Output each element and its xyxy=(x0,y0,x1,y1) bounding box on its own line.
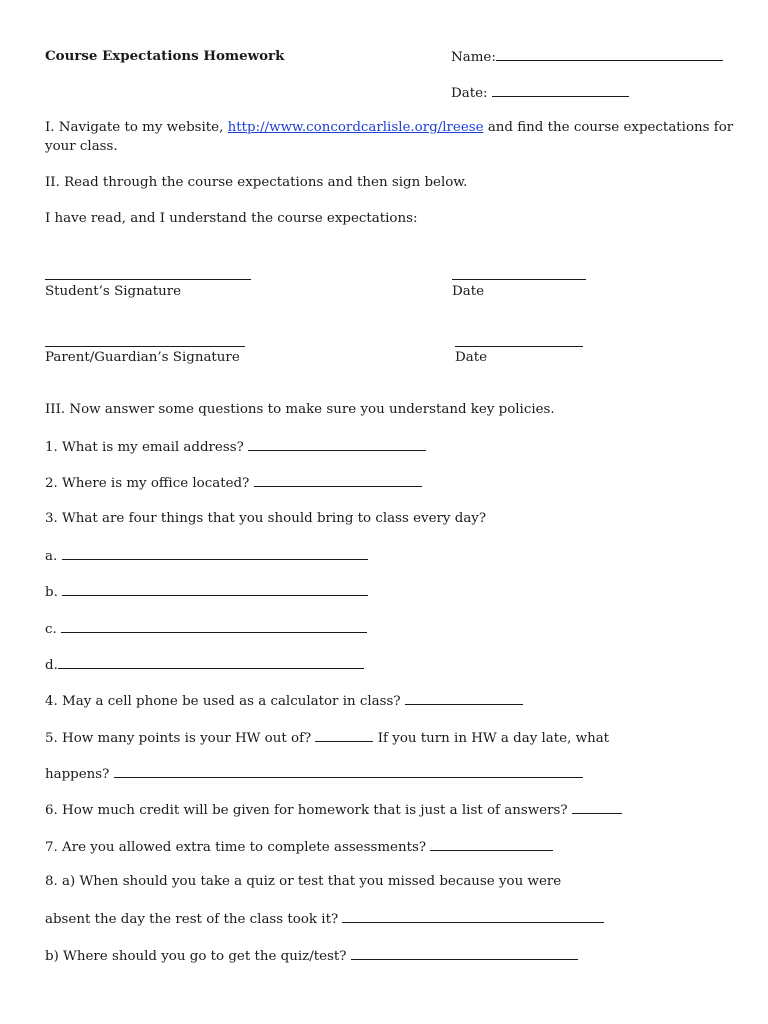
item-c xyxy=(45,619,367,639)
item-a-label: a. xyxy=(45,549,58,564)
student-signature-label: Student’s Signature xyxy=(45,284,182,299)
question-5-line-2 xyxy=(45,764,583,784)
item-d-label: d. xyxy=(45,658,58,673)
question-2-text: 2. Where is my office located? xyxy=(45,476,250,491)
parent-date-label: Date xyxy=(455,350,488,365)
item-b-blank[interactable] xyxy=(62,582,368,596)
step-1-line-1 xyxy=(45,119,733,137)
question-7 xyxy=(45,837,553,857)
item-b-label: b. xyxy=(45,585,58,600)
answer-8a-blank[interactable] xyxy=(342,909,604,923)
question-8b-text: b) Where should you go to get the quiz/test? xyxy=(45,949,347,964)
question-6-text: 6. How much credit will be given for homework that is just a list of answers? xyxy=(45,803,568,818)
question-1 xyxy=(45,437,426,457)
student-signature-line[interactable] xyxy=(45,279,251,280)
parent-date-line[interactable] xyxy=(455,346,583,347)
question-1-text: 1. What is my email address? xyxy=(45,440,244,455)
question-8a-line-1: 8. a) When should you take a quiz or test that you missed because you were xyxy=(45,874,562,889)
item-a-blank[interactable] xyxy=(62,546,368,560)
question-2 xyxy=(45,473,422,493)
question-4 xyxy=(45,691,523,711)
answer-6-blank[interactable] xyxy=(572,800,622,814)
question-5-text: 5. How many points is your HW out of? xyxy=(45,731,312,746)
item-b xyxy=(45,582,368,602)
item-c-blank[interactable] xyxy=(61,619,367,633)
question-5 xyxy=(45,728,609,748)
question-8a-line-2 xyxy=(45,909,604,929)
question-3: 3. What are four things that you should bring to class every day? xyxy=(45,511,487,526)
student-date-line[interactable] xyxy=(452,279,586,280)
date-field[interactable] xyxy=(451,83,629,103)
date-blank[interactable] xyxy=(492,83,629,97)
step-1-text: I. Navigate to my website, xyxy=(45,120,228,135)
question-7-text: 7. Are you allowed extra time to complete assessments? xyxy=(45,840,427,855)
item-d xyxy=(45,655,364,675)
question-8b xyxy=(45,946,578,966)
parent-signature-line[interactable] xyxy=(45,346,245,347)
answer-5-late-blank[interactable] xyxy=(114,764,583,778)
answer-8b-blank[interactable] xyxy=(351,946,578,960)
name-label: Name: xyxy=(451,50,496,65)
item-d-blank[interactable] xyxy=(58,655,364,669)
name-blank[interactable] xyxy=(496,47,723,61)
website-link[interactable]: http://www.concordcarlisle.org/lreese xyxy=(227,120,484,135)
page-title: Course Expectations Homework xyxy=(45,48,285,64)
question-6 xyxy=(45,800,622,820)
answer-2-blank[interactable] xyxy=(254,473,422,487)
answer-4-blank[interactable] xyxy=(405,691,523,705)
item-c-label: c. xyxy=(45,622,57,637)
name-field[interactable] xyxy=(451,47,723,67)
acknowledgement-statement: I have read, and I understand the course expectations: xyxy=(45,211,418,226)
step-1-line-2: your class. xyxy=(45,139,118,154)
section-3-intro: III. Now answer some questions to make sure you understand key policies. xyxy=(45,402,555,417)
item-a xyxy=(45,546,368,566)
parent-signature-label: Parent/Guardian’s Signature xyxy=(45,350,240,365)
question-4-text: 4. May a cell phone be used as a calculator in class? xyxy=(45,694,401,709)
step-1-text-tail: and find the course expectations for xyxy=(483,120,734,135)
question-5-line-2-text: happens? xyxy=(45,767,110,782)
answer-1-blank[interactable] xyxy=(248,437,426,451)
date-label: Date: xyxy=(451,86,488,101)
answer-5-points-blank[interactable] xyxy=(315,728,373,742)
question-8a-text: absent the day the rest of the class took it? xyxy=(45,912,339,927)
question-5-text-tail: If you turn in HW a day late, what xyxy=(377,731,610,746)
answer-7-blank[interactable] xyxy=(430,837,553,851)
step-2: II. Read through the course expectations and then sign below. xyxy=(45,175,468,190)
student-date-label: Date xyxy=(452,284,485,299)
